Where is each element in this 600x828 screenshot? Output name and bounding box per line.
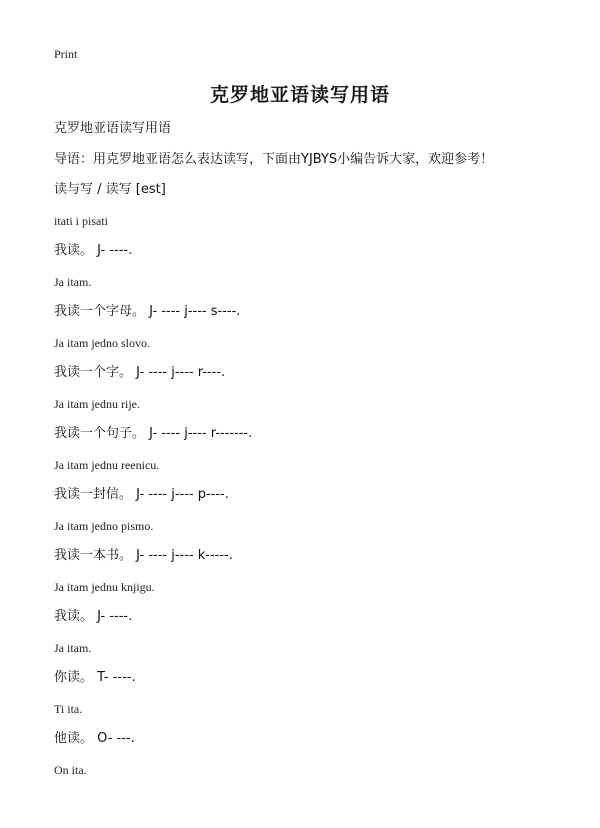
text-line-chinese: 我读一个字。 J- ---- j---- r----. (54, 365, 226, 380)
text-line-croatian: Ja itam. (54, 640, 92, 655)
text-line-chinese: 他读。 O- ---. (54, 731, 135, 746)
text-line-croatian: Ja itam. (54, 274, 92, 289)
text-line-chinese: 我读一个字母。 J- ---- j---- s----. (54, 304, 241, 319)
print-label[interactable]: Print (54, 47, 78, 61)
text-line-chinese: 我读。 J- ----. (54, 609, 133, 624)
text-line-chinese: 我读一个句子。 J- ---- j---- r-------. (54, 426, 253, 441)
text-line-chinese: 我读一封信。 J- ---- j---- p----. (54, 487, 229, 502)
text-line-croatian: Ja itam jedno pismo. (54, 518, 154, 533)
text-line-croatian: Ja itam jednu rije. (54, 396, 140, 411)
text-line-intro: 导语：用克罗地亚语怎么表达读写，下面由YJBYS小编告诉大家，欢迎参考！ (54, 151, 494, 167)
text-line-croatian: Ja itam jednu knjigu. (54, 579, 155, 594)
text-line-chinese: 我读一本书。 J- ---- j---- k-----. (54, 548, 233, 563)
text-line-section-heading: 读与写 / 读写 [est] (54, 182, 166, 197)
document-body (54, 120, 574, 791)
document-title: 克罗地亚语读写用语 (209, 84, 390, 106)
text-line-croatian: Ja itam jednu reenicu. (54, 457, 160, 472)
text-line-croatian: Ti ita. (54, 701, 83, 716)
text-line-croatian: Ja itam jedno slovo. (54, 335, 150, 350)
text-line-croatian: On ita. (54, 762, 87, 777)
text-line-croatian: itati i pisati (54, 213, 108, 228)
text-line-chinese: 你读。 T- ----. (54, 670, 136, 685)
text-line-chinese: 我读。 J- ----. (54, 243, 133, 258)
text-line-subtitle: 克罗地亚语读写用语 (54, 121, 172, 136)
